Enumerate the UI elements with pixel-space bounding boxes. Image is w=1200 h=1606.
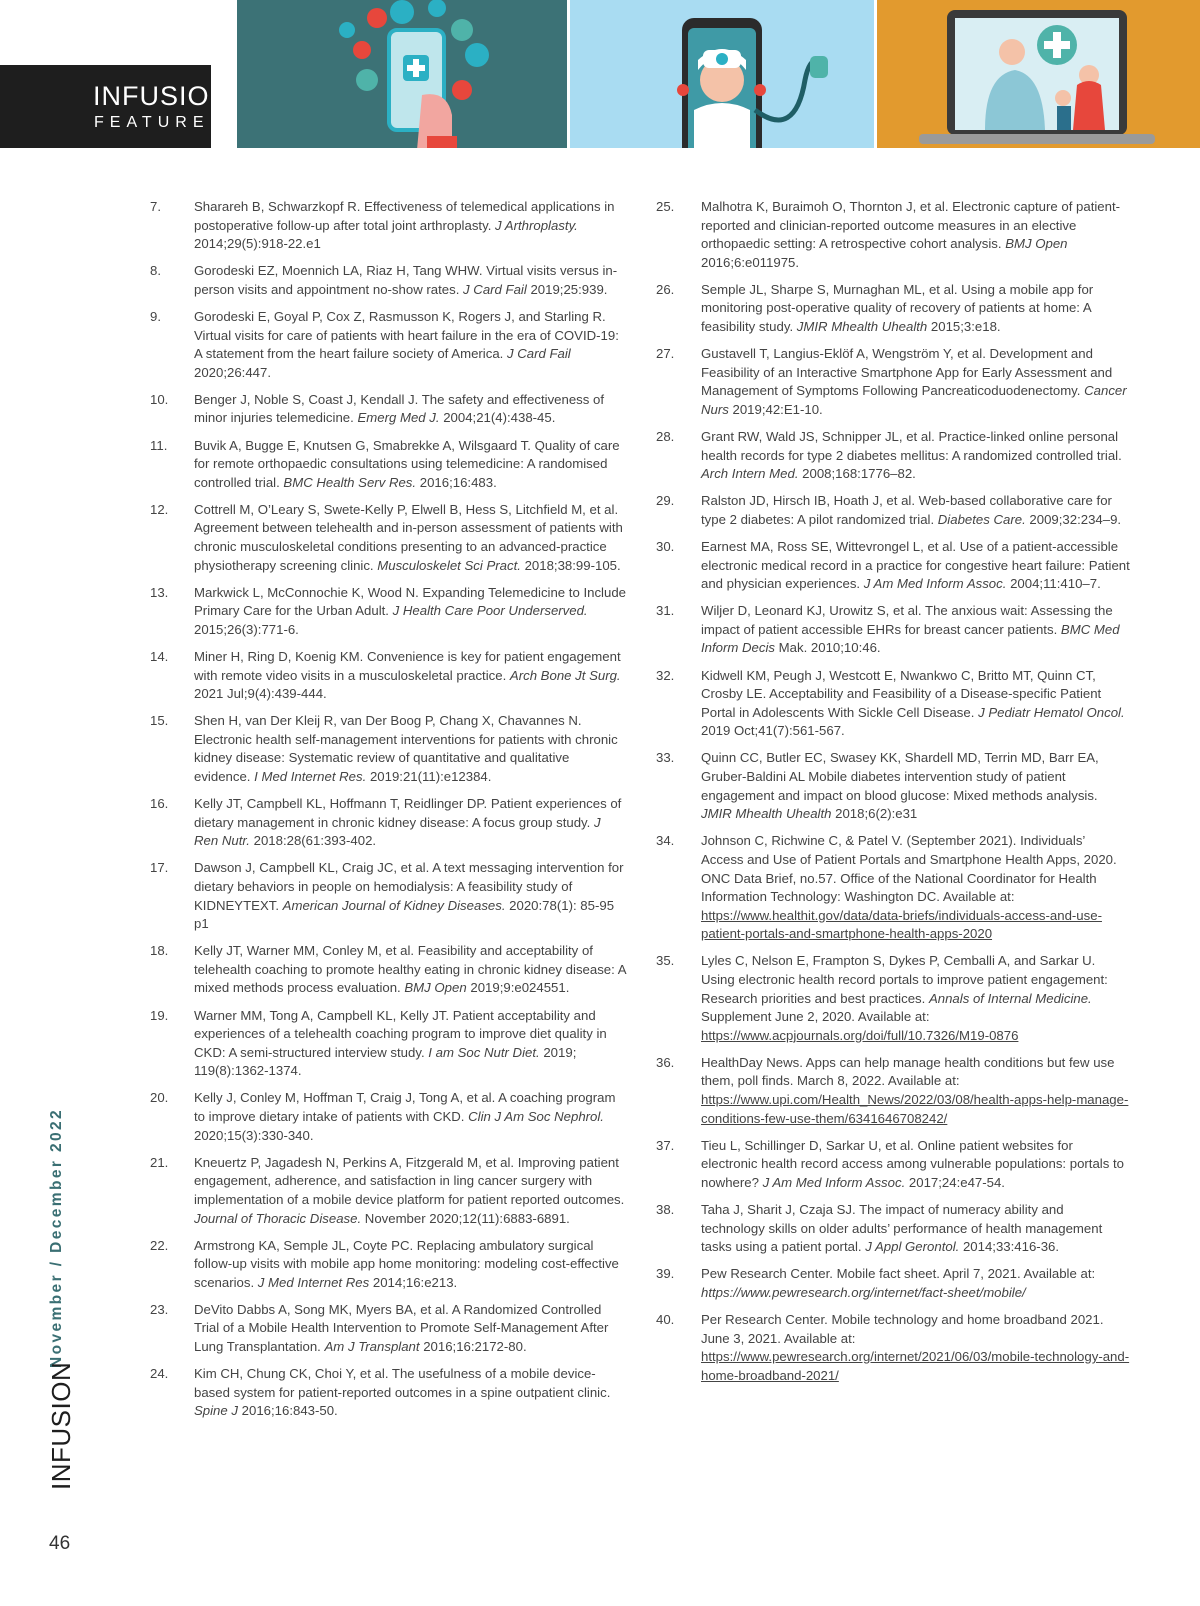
reference-number: 10. (150, 391, 169, 407)
reference-segment: Gorodeski E, Goyal P, Cox Z, Rasmusson K, Rogers J, and Starling R. Virtual visits for care of patients with heart failure in the era of COVID-19: A statement from the heart failure society of America. (194, 308, 619, 362)
reference-journal: Am J Transplant (324, 1339, 420, 1355)
reference-journal: JMIR Mhealth Uhealth (701, 806, 832, 822)
reference-number: 33. (656, 750, 675, 766)
reference-item (150, 1089, 627, 1145)
reference-journal: Annals of Internal Medicine. (928, 990, 1092, 1006)
reference-journal: J Pediatr Hematol Oncol. (978, 704, 1125, 720)
reference-item (656, 667, 1130, 741)
reference-text (194, 1007, 627, 1081)
reference-journal: Journal of Thoracic Disease. (194, 1210, 362, 1226)
reference-text (194, 1301, 627, 1357)
reference-text (701, 1054, 1130, 1128)
reference-segment: Quinn CC, Butler EC, Swasey KK, Shardell MD, Terrin MD, Barr EA, Gruber-Baldini AL Mobile diabetes intervention study of patient engagement and impact on blood glucose: Mixed methods analysis. (701, 750, 1099, 803)
reference-number: 8. (150, 263, 161, 279)
reference-segment: Supplement June 2, 2020. Available at: (701, 1009, 930, 1025)
reference-segment: Malhotra K, Buraimoh O, Thornton J, et al. Electronic capture of patient-reported and clinician-reported outcome measures in an elective orthopaedic setting: A retrospective cohort analysis. (701, 199, 1121, 252)
reference-item (150, 437, 627, 493)
reference-journal: J Health Care Poor Underserved. (392, 603, 588, 619)
reference-text (194, 1154, 627, 1228)
reference-item (656, 538, 1130, 594)
reference-segment: Benger J, Noble S, Coast J, Kendall J. The safety and effectiveness of minor injuries telemedicine. (194, 391, 605, 426)
reference-item (150, 308, 627, 382)
sidebar-logo: INFUSION (46, 1361, 76, 1490)
reference-journal: American Journal of Kidney Diseases. (282, 897, 506, 913)
reference-journal: J Am Med Inform Assoc. (762, 1174, 906, 1190)
reference-item (150, 942, 627, 998)
reference-number: 26. (656, 281, 675, 297)
reference-segment: Johnson C, Richwine C, & Patel V. (September 2021). Individuals’ Access and Use of Patient Portals and Smartphone Health Apps, 2020. ONC Data Brief, no.57. Office of the National Coordinator for Health Information Technology: Washington DC. Available at: (701, 833, 1117, 905)
reference-segment: 2019;25:939. (526, 281, 608, 297)
reference-item (656, 345, 1130, 419)
reference-segment: Buvik A, Bugge E, Knutsen G, Smabrekke A, Wilsgaard T. Quality of care for remote orthopaedic consultations using telemedicine: A randomised controlled trial. (194, 437, 620, 490)
reference-link[interactable]: https://www.upi.com/Health_News/2022/03/08/health-apps-help-manage-conditions-few-use-them/6341646708242/ (701, 1092, 1129, 1126)
reference-text (701, 602, 1130, 658)
reference-segment: Ralston JD, Hirsch IB, Hoath J, et al. Web-based collaborative care for type 2 diabetes: A pilot randomized trial. (701, 493, 1112, 527)
doctor-phone-icon (570, 0, 874, 148)
reference-journal: J Med Internet Res (257, 1274, 370, 1290)
reference-number: 9. (150, 308, 161, 324)
reference-segment: Gorodeski EZ, Moennich LA, Riaz H, Tang WHW. Virtual visits versus in-person visits and appointment no-show rates. (194, 263, 618, 297)
reference-number: 19. (150, 1007, 169, 1023)
brand-name: INFUSION (93, 81, 231, 111)
reference-segment: 2020:78(1): 85-95 p1 (194, 897, 615, 932)
reference-number: 32. (656, 667, 675, 683)
reference-journal: I Med Internet Res. (254, 769, 367, 785)
reference-segment: November 2020;12(11):6883-6891. (361, 1210, 570, 1226)
reference-number: 29. (656, 493, 675, 509)
reference-segment: 2014;33:416-36. (959, 1239, 1060, 1255)
reference-number: 27. (656, 346, 675, 362)
reference-text (194, 262, 627, 299)
reference-segment: Markwick L, McConnochie K, Wood N. Expanding Telemedicine to Include Primary Care for the Urban Adult. (194, 584, 626, 619)
reference-item (656, 1265, 1130, 1302)
reference-item (656, 428, 1130, 484)
reference-segment: 2016;6:e011975. (701, 254, 800, 270)
orange-panel (877, 0, 1200, 148)
reference-number: 11. (150, 437, 168, 453)
reference-segment: Kelly J, Conley M, Hoffman T, Craig J, Tong A, et al. A coaching program to improve dietary intake of patients with CKD. (194, 1090, 616, 1125)
reference-number: 21. (150, 1154, 169, 1170)
header-banner (0, 0, 1200, 152)
reference-text (194, 648, 627, 704)
reference-text (194, 584, 627, 640)
reference-segment: Dawson J, Campbell KL, Craig JC, et al. A text messaging intervention for dietary behaviors in people on hemodialysis: A feasibility study of KIDNEYTEXT. (194, 860, 624, 913)
reference-number: 15. (150, 713, 169, 729)
reference-link[interactable]: https://www.pewresearch.org/internet/2021/06/03/mobile-technology-and-home-broadband-2021/ (701, 1349, 1130, 1383)
reference-segment: 2018;38:99-105. (520, 557, 621, 573)
reference-number: 40. (656, 1311, 675, 1327)
issue-date: November / December 2022 (48, 1107, 65, 1368)
reference-text (194, 308, 627, 382)
reference-segment: Armstrong KA, Semple JL, Coyte PC. Replacing ambulatory surgical follow-up visits with mobile app home monitoring: modeling cost-effective scenarios. (194, 1237, 619, 1290)
reference-number: 36. (656, 1054, 675, 1070)
reference-text (701, 1265, 1130, 1302)
reference-number: 37. (656, 1137, 675, 1153)
reference-segment: Grant RW, Wald JS, Schnipper JL, et al. Practice-linked online personal health records for type 2 diabetes mellitus: A randomized controlled trial. (701, 429, 1122, 463)
reference-segment: 2015;26(3):771-6. (194, 621, 299, 637)
reference-segment: 2017;24:e47-54. (905, 1174, 1005, 1190)
reference-segment: 2016;16:483. (416, 474, 497, 490)
reference-item (656, 1054, 1130, 1128)
reference-number: 7. (150, 199, 161, 214)
reference-number: 16. (150, 796, 169, 812)
reference-text (194, 1237, 627, 1293)
reference-segment: 2019 Oct;41(7):561-567. (701, 723, 845, 739)
reference-segment: Kim CH, Chung CK, Choi Y, et al. The usefulness of a mobile device-based system for patient-reported outcomes in a spine outpatient clinic. (194, 1366, 611, 1400)
reference-segment: Gustavell T, Langius-Eklöf A, Wengström Y, et al. Development and Feasibility of an Interactive Smartphone App for Early Assessment and Management of Symptoms Following Pancreaticoduodenectomy. (701, 346, 1113, 399)
reference-text (701, 667, 1130, 741)
reference-segment: 2004;11:410–7. (1006, 576, 1101, 592)
reference-segment: 2004;21(4):438-45. (439, 410, 556, 426)
reference-journal: BMJ Open (404, 980, 467, 996)
reference-journal: J Card Fail (506, 346, 571, 362)
reference-segment: Sharareh B, Schwarzkopf R. Effectiveness of telemedical applications in postoperative follow-up after total joint arthroplasty. (194, 199, 615, 233)
reference-segment: 2021 Jul;9(4):439-444. (194, 686, 327, 702)
reference-journal: BMC Med Inform Decis (701, 621, 1120, 656)
reference-item (150, 501, 627, 575)
reference-link[interactable]: https://www.healthit.gov/data/data-briefs/individuals-access-and-use-patient-portals-and-smartphone-health-apps-2020 (701, 907, 1102, 942)
reference-segment: Cottrell M, O’Leary S, Swete-Kelly P, Elwell B, Hess S, Litchfield M, et al. Agreement between telehealth and in-person assessment of patients with chronic musculoskeletal conditions presenting to an advanced-practice physiotherapy screening clinic. (194, 501, 623, 573)
reference-segment: 2018:28(61:393-402. (249, 833, 377, 849)
reference-text (701, 749, 1130, 823)
reference-number: 39. (656, 1266, 675, 1282)
reference-segment: 2014;16:e213. (369, 1274, 458, 1290)
reference-number: 12. (150, 501, 169, 517)
reference-number: 18. (150, 943, 169, 959)
reference-journal: Diabetes Care. (937, 511, 1026, 527)
reference-journal: J Am Med Inform Assoc. (863, 576, 1007, 592)
teal-panel (237, 0, 567, 148)
reference-segment: Earnest MA, Ross SE, Wittevrongel L, et al. Use of a patient-accessible electronic medical record in a practice for congestive heart failure: Patient and physician experiences. (701, 539, 1130, 592)
reference-text (194, 712, 627, 786)
reference-journal: I am Soc Nutr Diet. (428, 1044, 540, 1060)
reference-text (701, 832, 1130, 944)
laptop-doctor-family-icon (877, 0, 1200, 148)
reference-text (194, 391, 627, 428)
reference-text (194, 859, 627, 933)
reference-text (701, 1311, 1130, 1385)
reference-text (701, 198, 1130, 272)
reference-number: 24. (150, 1366, 169, 1382)
reference-segment: 2020;15(3):330-340. (194, 1127, 314, 1143)
reference-text (701, 345, 1130, 419)
reference-segment: 2018;6(2):e31 (831, 806, 918, 822)
reference-text (194, 1089, 627, 1145)
reference-segment: 2019; 119(8):1362-1374. (194, 1044, 577, 1079)
reference-number: 25. (656, 199, 675, 214)
reference-journal: Spine J (194, 1403, 238, 1419)
reference-item (150, 198, 627, 254)
reference-journal: Clin J Am Soc Nephrol. (468, 1109, 604, 1125)
reference-item (150, 1154, 627, 1228)
reference-item (656, 832, 1130, 944)
reference-item (656, 281, 1130, 337)
reference-segment: 2020;26:447. (194, 364, 272, 380)
reference-segment: Kidwell KM, Peugh J, Westcott E, Nwankwo C, Britto MT, Quinn CT, Crosby LE. Acceptability and Feasibility of a Disease-specific Patient Portal in Adolescents With Sickle Cell Disease. (701, 667, 1102, 720)
reference-item (150, 712, 627, 786)
reference-journal: BMC Health Serv Res. (283, 474, 417, 490)
reference-text (194, 198, 627, 254)
reference-number: 35. (656, 953, 675, 969)
reference-item (656, 492, 1130, 529)
reference-text (194, 501, 627, 575)
reference-segment: Wiljer D, Leonard KJ, Urowitz S, et al. The anxious wait: Assessing the impact of patient accessible EHRs for breast cancer patients. (701, 603, 1113, 637)
reference-journal: Emerg Med J. (357, 410, 440, 426)
reference-segment: Pew Research Center. Mobile fact sheet. April 7, 2021. Available at: (701, 1266, 1096, 1282)
reference-number: 28. (656, 429, 675, 445)
reference-segment: HealthDay News. Apps can help manage health conditions but few use them, poll finds. March 8, 2022. Available at: (701, 1054, 1115, 1089)
reference-item (656, 1311, 1130, 1385)
reference-item (150, 1301, 627, 1357)
reference-item (150, 795, 627, 851)
reference-segment: Mak. 2010;10:46. (775, 640, 881, 656)
reference-item (150, 584, 627, 640)
reference-segment: 2019;42:E1-10. (728, 401, 823, 417)
reference-journal: Arch Bone Jt Surg. (509, 667, 621, 683)
reference-journal: J Card Fail (463, 281, 527, 297)
reference-journal: Arch Intern Med. (701, 466, 799, 482)
reference-segment: Semple JL, Sharpe S, Murnaghan ML, et al. Using a mobile app for monitoring post-operative quality of recovery of patients at home: A feasibility study. (701, 281, 1094, 335)
reference-item (656, 602, 1130, 658)
reference-item (656, 1201, 1130, 1257)
reference-segment: DeVito Dabbs A, Song MK, Myers BA, et al. A Randomized Controlled Trial of a Mobile Health Intervention to Promote Self-Management After Lung Transplantation. (194, 1301, 609, 1355)
reference-segment: 2009;32:234–9. (1025, 511, 1122, 527)
reference-item (150, 1007, 627, 1081)
reference-text (701, 492, 1130, 529)
reference-text (194, 437, 627, 493)
reference-journal: J Ren Nutr. (194, 814, 601, 849)
reference-text (701, 1137, 1130, 1193)
reference-segment: Shen H, van Der Kleij R, van Der Boog P, Chang X, Chavannes N. Electronic health self-management interventions for patients with chronic kidney disease: Systematic review of quantitative and qualitative evidence. (194, 713, 618, 785)
reference-segment: Lyles C, Nelson E, Frampton S, Dykes P, Cemballi A, and Sarkar U. Using electronic health record portals to improve patient engagement: Research priorities and best practices. (701, 953, 1108, 1006)
reference-text (701, 1201, 1130, 1257)
reference-number: 31. (656, 603, 675, 619)
hand-phone-health-icon (237, 0, 567, 148)
reference-link[interactable]: https://www.acpjournals.org/doi/full/10.7326/M19-0876 (701, 1027, 1019, 1043)
reference-segment: Miner H, Ring D, Koenig KM. Convenience is key for patient engagement with remote video visits in a musculoskeletal practice. (194, 648, 621, 683)
reference-segment: Per Research Center. Mobile technology and home broadband 2021. June 3, 2021. Available at: (701, 1311, 1104, 1346)
reference-text (701, 281, 1130, 337)
brand-box (0, 65, 231, 148)
reference-segment: 2019;9:e024551. (466, 980, 570, 996)
page-number: 46 (49, 1533, 71, 1554)
reference-segment: 2019:21(11):e12384. (366, 769, 492, 785)
reference-journal: JMIR Mhealth Uhealth (796, 319, 928, 335)
reference-segment: Taha J, Sharit J, Czaja SJ. The impact of numeracy ability and technology skills on older adults’ performance of health management tasks using a patient portal. (701, 1202, 1103, 1255)
reference-journal: Musculoskelet Sci Pract. (377, 557, 521, 573)
reference-segment: 2016;16:843-50. (238, 1403, 338, 1419)
reference-item (150, 391, 627, 428)
reference-item (150, 262, 627, 299)
reference-segment: Kelly JT, Campbell KL, Hoffmann T, Reidlinger DP. Patient experiences of dietary management in chronic kidney disease: A focus group study. (194, 796, 622, 830)
reference-item (656, 198, 1130, 272)
references-right-column (656, 198, 1130, 1394)
reference-number: 14. (150, 648, 169, 664)
reference-text (701, 428, 1130, 484)
reference-text (701, 952, 1130, 1045)
reference-item (150, 1365, 627, 1421)
reference-number: 13. (150, 584, 169, 600)
reference-text (194, 795, 627, 851)
reference-item (150, 1237, 627, 1293)
references-left-column (150, 198, 627, 1429)
reference-number: 23. (150, 1301, 169, 1317)
reference-number: 22. (150, 1237, 169, 1253)
reference-segment: Warner MM, Tong A, Campbell KL, Kelly JT. Patient acceptability and experiences of a telehealth coaching program to improve diet quality in CKD: A semi-structured interview study. (194, 1007, 607, 1060)
reference-journal: Cancer Nurs (701, 383, 1127, 417)
reference-item (656, 1137, 1130, 1193)
reference-text (194, 1365, 627, 1421)
reference-segment: Kelly JT, Warner MM, Conley M, et al. Feasibility and acceptability of telehealth coaching to promote healthy eating in chronic kidney disease: A mixed methods process evaluation. (194, 943, 626, 996)
reference-item (150, 859, 627, 933)
reference-number: 34. (656, 833, 675, 849)
reference-segment: Kneuertz P, Jagadesh N, Perkins A, Fitzgerald M, et al. Improving patient engagement, adherence, and satisfaction in ling cancer surgery with implementation of a mobile device platform for patient reported outcomes. (194, 1154, 625, 1207)
reference-segment: 2016;16:2172-80. (419, 1339, 527, 1355)
reference-segment: 2015;3:e18. (927, 319, 1001, 335)
sky-panel (570, 0, 874, 148)
reference-journal: J Appl Gerontol. (865, 1239, 960, 1255)
reference-segment: Tieu L, Schillinger D, Sarkar U, et al. Online patient websites for electronic health record access among vulnerable populations: portals to nowhere? (701, 1137, 1124, 1190)
reference-number: 20. (150, 1090, 169, 1106)
reference-text (194, 942, 627, 998)
reference-number: 38. (656, 1202, 675, 1217)
reference-item (150, 648, 627, 704)
reference-journal: https://www.pewresearch.org/internet/fact-sheet/mobile/ (701, 1284, 1026, 1300)
reference-segment: 2014;29(5):918-22.e1 (194, 236, 321, 252)
reference-text (701, 538, 1130, 594)
reference-segment: 2008;168:1776–82. (798, 466, 916, 482)
reference-journal: J Arthroplasty. (495, 217, 578, 233)
reference-item (656, 749, 1130, 823)
reference-number: 30. (656, 539, 675, 554)
reference-journal: BMJ Open (1005, 236, 1068, 252)
reference-number: 17. (150, 860, 169, 876)
reference-item (656, 952, 1130, 1045)
brand-section: FEATURE (94, 114, 210, 131)
